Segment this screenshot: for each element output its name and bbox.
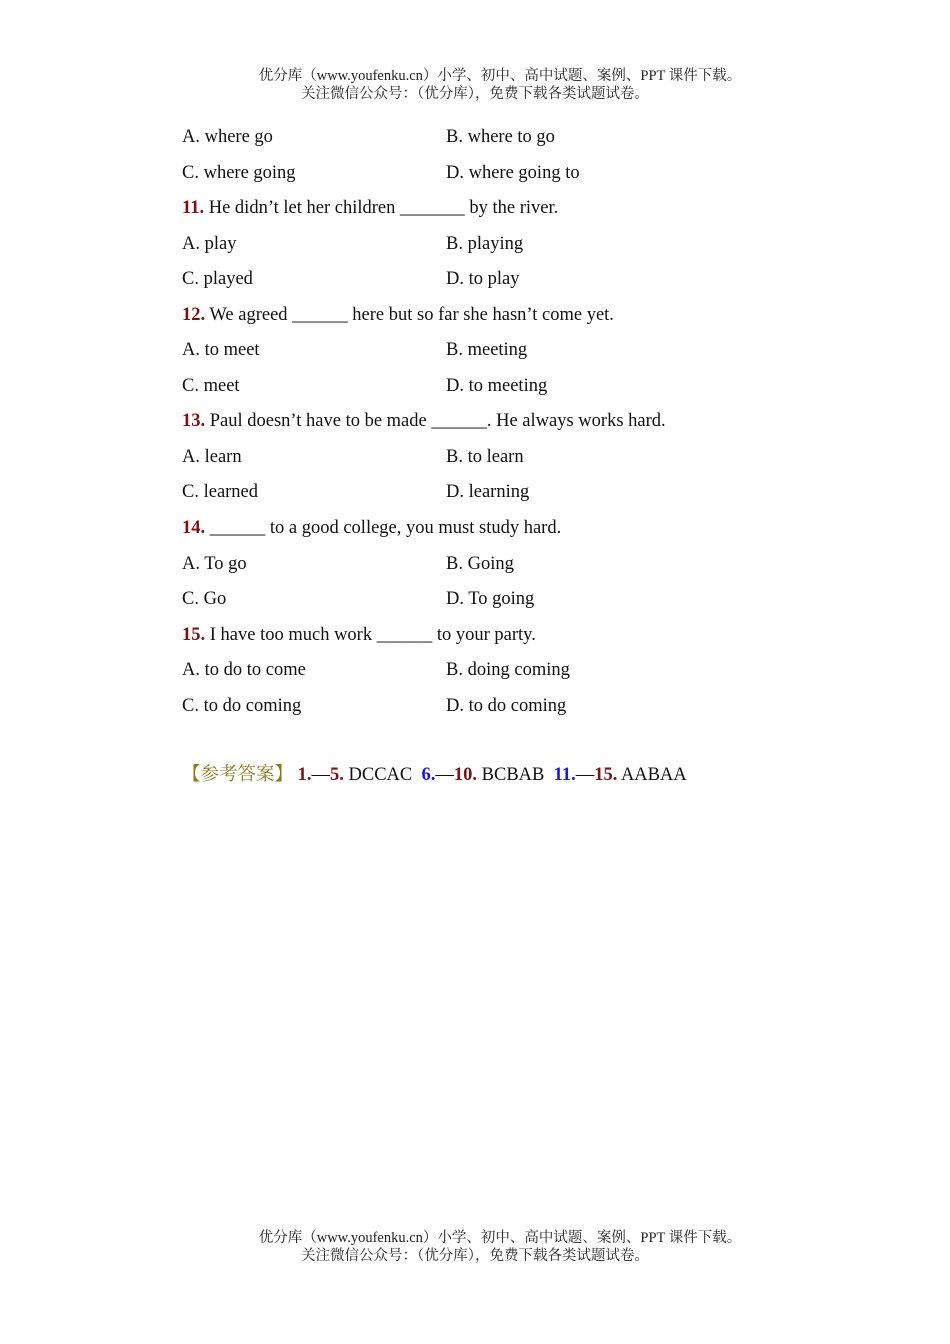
option-c: C. Go bbox=[182, 589, 227, 610]
option-row bbox=[182, 231, 802, 267]
option-b: B. meeting bbox=[446, 340, 528, 361]
header-line-2: 关注微信公众号：（优分库），免费下载各类试题试卷。 bbox=[301, 86, 649, 102]
question-text: He didn’t let her children _______ by the river. bbox=[204, 198, 559, 219]
answer-range-start: 11. bbox=[553, 765, 576, 785]
option-d: D. To going bbox=[446, 589, 535, 610]
question-text: ______ to a good college, you must study hard. bbox=[205, 518, 562, 539]
option-c: C. played bbox=[182, 269, 253, 290]
option-row bbox=[182, 266, 802, 302]
question-stem bbox=[182, 195, 802, 231]
option-a: A. To go bbox=[182, 553, 247, 574]
option-d: D. where going to bbox=[446, 162, 580, 183]
answer-range-dash: — bbox=[575, 765, 595, 785]
question-stem bbox=[182, 302, 802, 338]
answer-range-start: 1. bbox=[297, 765, 312, 785]
question-number: 12. bbox=[182, 304, 206, 325]
answer-values: DCCAC bbox=[343, 765, 413, 785]
option-c: C. meet bbox=[182, 375, 240, 396]
option-d: D. to do coming bbox=[446, 695, 567, 716]
option-d: D. to meeting bbox=[446, 375, 548, 396]
answer-range-end: 10. bbox=[453, 765, 478, 785]
option-row bbox=[182, 586, 802, 622]
question-stem bbox=[182, 408, 802, 444]
question-text: I have too much work ______ to your party. bbox=[205, 624, 536, 645]
option-d: D. to play bbox=[446, 269, 520, 290]
option-row bbox=[182, 479, 802, 515]
answer-key-label: 【参考答案】 bbox=[182, 765, 294, 785]
page-header bbox=[0, 67, 950, 103]
answer-values: AABAA bbox=[617, 765, 687, 785]
option-row bbox=[182, 373, 802, 409]
page-footer bbox=[0, 1229, 950, 1265]
answer-range-start: 6. bbox=[421, 765, 436, 785]
question-number: 15. bbox=[182, 624, 206, 645]
footer-line-1: 优分库（www.youfenku.cn）小学、初中、高中试题、案例、PPT 课件下载。 bbox=[258, 1230, 742, 1246]
option-c: C. to do coming bbox=[182, 695, 302, 716]
question-text: We agreed ______ here but so far she hasn’t come yet. bbox=[205, 304, 614, 325]
option-row bbox=[182, 124, 802, 160]
footer-line-2: 关注微信公众号：（优分库），免费下载各类试题试卷。 bbox=[301, 1248, 649, 1264]
option-row bbox=[182, 693, 802, 729]
question-number: 14. bbox=[182, 518, 206, 539]
answer-range-end: 5. bbox=[330, 765, 344, 785]
option-b: B. where to go bbox=[446, 127, 555, 147]
option-row bbox=[182, 337, 802, 373]
question-stem bbox=[182, 515, 802, 551]
option-c: C. learned bbox=[182, 482, 259, 503]
question-number: 13. bbox=[182, 411, 206, 432]
option-b: B. to learn bbox=[446, 446, 524, 467]
option-a: A. where go bbox=[182, 127, 273, 147]
option-row bbox=[182, 160, 802, 196]
answer-key bbox=[182, 762, 687, 788]
question-number: 11. bbox=[182, 198, 205, 219]
option-c: C. where going bbox=[182, 162, 296, 183]
answer-range-end: 15. bbox=[594, 765, 618, 785]
option-a: A. to meet bbox=[182, 340, 260, 361]
answer-range-dash: — bbox=[435, 765, 454, 785]
option-a: A. learn bbox=[182, 446, 242, 467]
question-stem bbox=[182, 622, 802, 658]
answer-range-dash: — bbox=[311, 765, 331, 785]
option-row bbox=[182, 657, 802, 693]
option-b: B. Going bbox=[446, 553, 514, 574]
header-line-1: 优分库（www.youfenku.cn）小学、初中、高中试题、案例、PPT 课件下载。 bbox=[258, 68, 742, 84]
option-a: A. play bbox=[182, 233, 237, 254]
question-text: Paul doesn’t have to be made ______. He always works hard. bbox=[205, 411, 666, 432]
option-b: B. playing bbox=[446, 233, 524, 254]
option-b: B. doing coming bbox=[446, 660, 570, 681]
answer-values: BCBAB bbox=[477, 765, 545, 785]
option-row bbox=[182, 551, 802, 587]
option-a: A. to do to come bbox=[182, 660, 306, 681]
option-row bbox=[182, 444, 802, 480]
option-d: D. learning bbox=[446, 482, 530, 503]
question-list bbox=[182, 124, 802, 728]
